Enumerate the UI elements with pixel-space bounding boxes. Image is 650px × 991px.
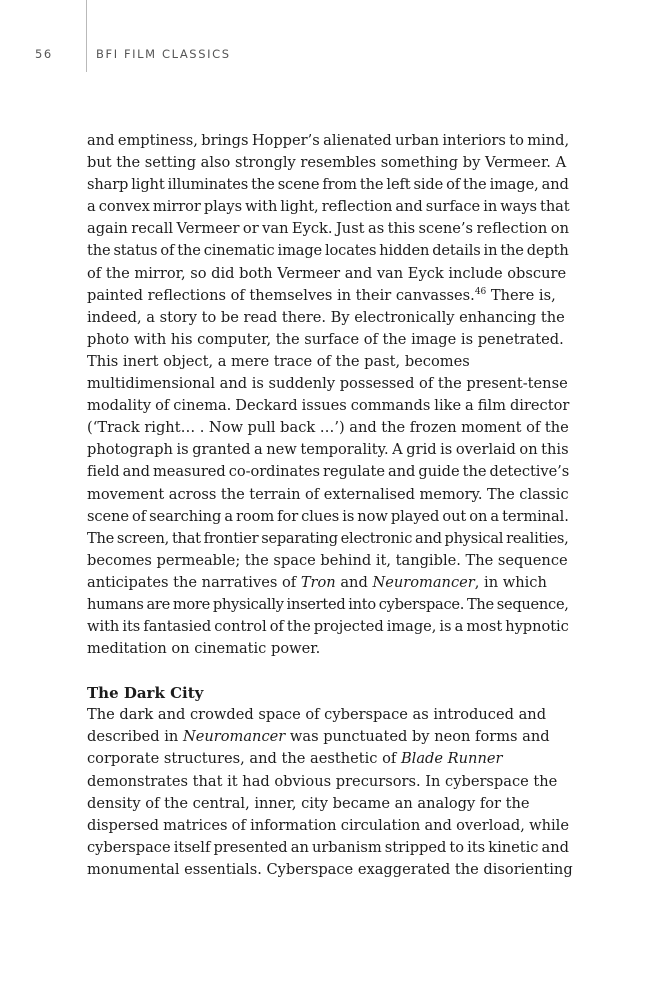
text-line: multidimensional and is suddenly possessed of the present-tense	[87, 375, 568, 393]
text-line: The screen, that frontier separating electronic and physical realities,	[87, 529, 569, 547]
text-line: anticipates the narratives of Tron and Neuromancer, in which	[87, 573, 547, 591]
text-line: again recall Vermeer or van Eyck. Just as this scene’s reflection on	[87, 220, 569, 238]
text-line: becomes permeable; the space behind it, tangible. The sequence	[87, 551, 568, 569]
text-line: but the setting also strongly resembles something by Vermeer. A	[87, 154, 567, 172]
text-line: photograph is granted a new temporality. A grid is overlaid on this	[87, 441, 569, 459]
text-line: The dark and crowded space of cyberspace as introduced and	[87, 706, 547, 724]
text-line: photo with his computer, the surface of the image is penetrated.	[87, 330, 564, 348]
text-line: a convex mirror plays with light, reflection and surface in ways that	[87, 198, 570, 216]
footnote-ref: 46	[474, 286, 487, 297]
text-line: monumental essentials. Cyberspace exaggerated the disorienting	[87, 860, 573, 878]
text-line: with its fantasied control of the projected image, is a most hypnotic	[87, 618, 569, 636]
text-line: corporate structures, and the aesthetic of Blade Runner	[87, 750, 503, 768]
text-line: and emptiness, brings Hopper’s alienated urban interiors to mind,	[87, 132, 570, 149]
text-line: cyberspace itself presented an urbanism stripped to its kinetic and	[87, 838, 569, 856]
text-line: painted reflections of themselves in their canvasses.$^{46}$ There is,	[87, 286, 556, 304]
text-line: scene of searching a room for clues is now played out on a terminal.	[87, 507, 569, 525]
text-line: dispersed matrices of information circulation and overload, while	[87, 816, 569, 834]
text-line: movement across the terrain of externalised memory. The classic	[87, 485, 569, 503]
paragraph-2	[87, 704, 573, 881]
text-line: humans are more physically inserted into cyberspace. The sequence,	[87, 595, 569, 613]
page-number: 56	[35, 47, 53, 61]
book-title: BFI FILM CLASSICS	[96, 47, 231, 61]
text-line: field and measured co-ordinates regulate and guide the detective’s	[87, 463, 570, 481]
text-line: described in Neuromancer was punctuated by neon forms and	[87, 728, 550, 746]
body-text	[87, 130, 573, 881]
text-line: (‘Track right… . Now pull back …’) and the frozen moment of the	[87, 419, 569, 437]
text-line: sharp light illuminates the scene from the left side of the image, and	[87, 176, 569, 194]
paragraph-1	[87, 130, 569, 660]
text-line: This inert object, a mere trace of the past, becomes	[87, 352, 470, 370]
text-line: of the mirror, so did both Vermeer and van Eyck include obscure	[87, 264, 567, 282]
text-line: indeed, a story to be read there. By electronically enhancing the	[87, 308, 565, 326]
text-line: modality of cinema. Deckard issues commands like a film director	[87, 397, 570, 415]
text-line: density of the central, inner, city became an analogy for the	[87, 794, 530, 812]
section-heading: The Dark City	[87, 684, 204, 703]
text-line: meditation on cinematic power.	[87, 640, 321, 658]
gutter-rule	[86, 0, 87, 72]
text-line: the status of the cinematic image locates hidden details in the depth	[87, 242, 569, 260]
text-line: demonstrates that it had obvious precursors. In cyberspace the	[87, 772, 558, 790]
